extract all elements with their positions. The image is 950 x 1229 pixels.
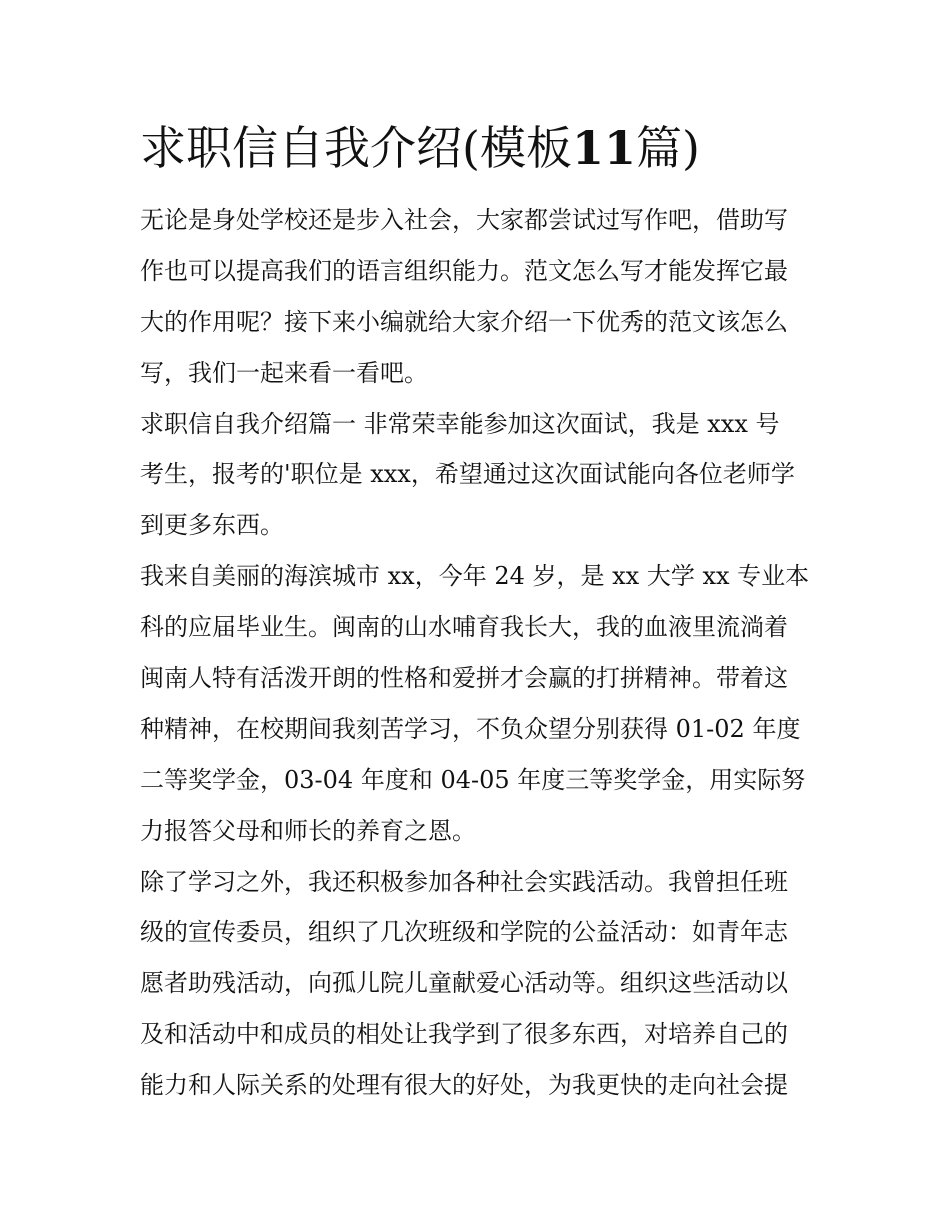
text-line: 愿者助残活动，向孤儿院儿童献爱心活动等。组织这些活动以: [140, 969, 788, 998]
text-line: 科的应届毕业生。闽南的山水哺育我长大，我的血液里流淌着: [140, 613, 788, 642]
title-suffix: 篇): [635, 121, 700, 175]
page-title: [140, 118, 700, 178]
text-line: 考生，报考的'职位是 xxx，希望通过这次面试能向各位老师学: [140, 460, 795, 489]
text-line: 能力和人际关系的处理有很大的好处，为我更快的走向社会提: [140, 1071, 788, 1100]
text-line: 除了学习之外，我还积极参加各种社会实践活动。我曾担任班: [140, 867, 788, 896]
text-line: 我来自美丽的海滨城市 xx，今年 24 岁，是 xx 大学 xx 专业本: [140, 562, 810, 591]
text-line: 及和活动中和成员的相处让我学到了很多东西，对培养自己的: [140, 1020, 788, 1049]
text-line: 种精神，在校期间我刻苦学习，不负众望分别获得 01-02 年度: [140, 714, 801, 743]
text-line: 求职信自我介绍篇一 非常荣幸能参加这次面试，我是 xxx 号: [140, 409, 780, 438]
text-line: 到更多东西。: [140, 511, 284, 540]
title-prefix: 求职信自我介绍(模板: [140, 121, 572, 175]
title-number: 11: [571, 121, 636, 175]
text-line: 闽南人特有活泼开朗的性格和爱拼才会赢的打拼精神。带着这: [140, 664, 788, 693]
text-line: 无论是身处学校还是步入社会，大家都尝试过写作吧，借助写: [140, 206, 788, 234]
document-body: [140, 195, 815, 1111]
text-line: 级的宣传委员，组织了几次班级和学院的公益活动：如青年志: [140, 918, 788, 947]
text-line: 二等奖学金，03-04 年度和 04-05 年度三等奖学金，用实际努: [140, 765, 806, 794]
text-line: 作也可以提高我们的语言组织能力。范文怎么写才能发挥它最: [140, 256, 788, 285]
text-line: 大的作用呢？接下来小编就给大家介绍一下优秀的范文该怎么: [140, 307, 788, 336]
text-line: 力报答父母和师长的养育之恩。: [140, 816, 476, 845]
text-line: 写，我们一起来看一看吧。: [140, 358, 428, 387]
